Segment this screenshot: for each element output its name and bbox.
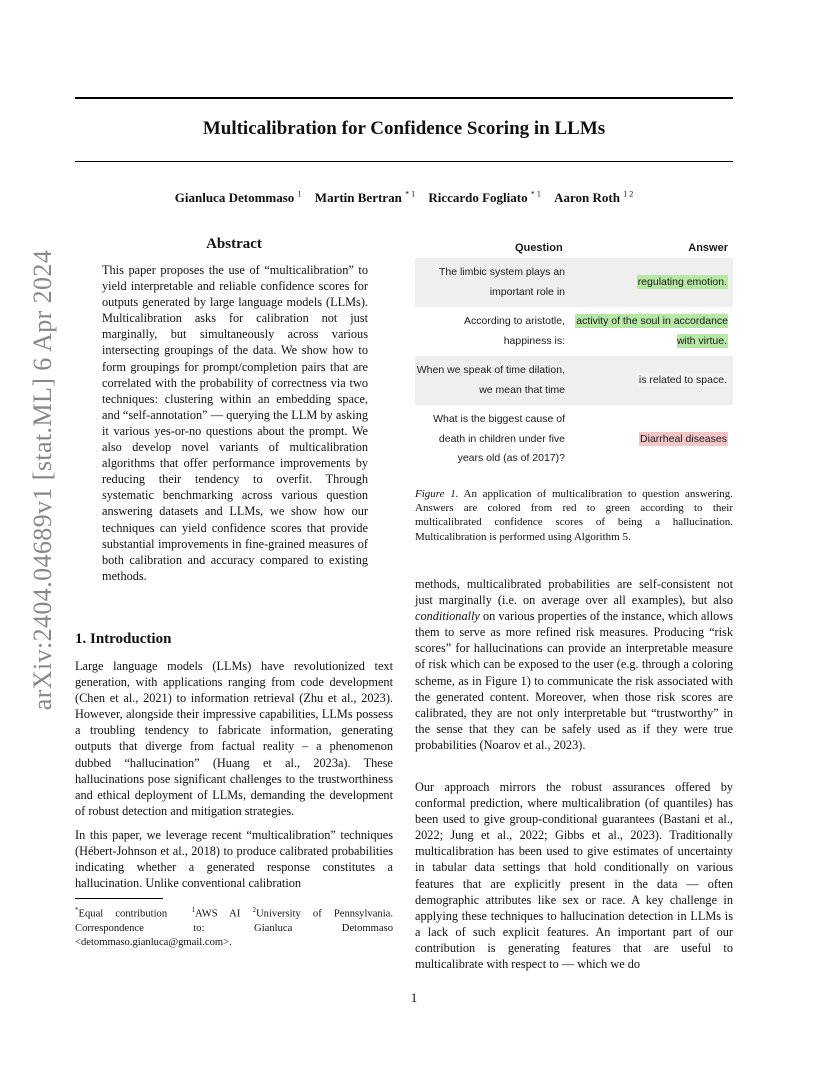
answer-cell: [565, 430, 733, 450]
author-list: [75, 190, 733, 206]
answer-cell: [565, 371, 733, 391]
author-name: Riccardo Fogliato: [428, 190, 528, 206]
author: [315, 190, 415, 205]
intro-paragraph-2: In this paper, we leverage recent “multicalibration” techniques (Hébert-Johnson et al., 2018) to produce calibrated probabilities indicating whether a generated response constitutes a hallucination. Unlike conventional calibration: [75, 828, 393, 891]
question-column-header: Question: [515, 242, 563, 254]
figure-1: [415, 240, 733, 474]
author-affiliation: * 1: [405, 190, 416, 199]
footnote-affiliation-upenn: University of Pennsylvania.: [256, 908, 394, 920]
author: [428, 190, 541, 205]
answer-highlight: regulating emotion.: [637, 275, 727, 288]
intro-paragraph-1: Large language models (LLMs) have revolutionized text generation, with applications ranging from code development (Chen et al., 2021) to information retrieval (Zhu et al., 2023). However, alongside their impressive capabilities, LLMs possess a troubling tendency to fabricate information, generating outputs that diverge from factual reality – a phenomenon dubbed “hallucination” (Huang et al., 2023a). These hallucinations pose significant challenges to the trustworthiness and ethical deployment of LLMs, demanding the development of robust detection and mitigation strategies.: [75, 659, 393, 818]
question-text: According to aristotle, happiness is:: [464, 315, 565, 347]
answer-highlight: activity of the soul in accordance with virtue.: [576, 315, 728, 347]
arxiv-side-stamp: arXiv:2404.04689v1 [stat.ML] 6 Apr 2024: [28, 249, 57, 711]
author-affiliation: 1: [297, 190, 302, 199]
answer-cell: [565, 312, 733, 351]
abstract-body: This paper proposes the use of “multicalibration” to yield interpretable and reliable confidence scores for outputs generated by large language models (LLMs). Multicalibration asks for calibration not just marginally, but simultaneously across various intersecting groupings of the data. We show how to form groupings for prompt/completion pairs that are correlated with the probability of correctness via two techniques: clustering within an embedding space, and “self-annotation” — querying the LLM by asking it various yes-or-no questions about the prompt. We also develop novel variants of multicalibration algorithms that offer performance improvements by reducing their tendency to overfit. Through systematic benchmarking across various question answering datasets and LLMs, we show how our techniques can yield confidence scores that provide substantial improvements in fine-grained measures of both calibration and accuracy compared to existing methods.: [102, 263, 368, 583]
answer-cell: [565, 273, 733, 293]
question-text: What is the biggest cause of death in children under five years old (as of 2017)?: [433, 413, 565, 464]
figure-caption: [415, 487, 733, 544]
page-number: 1: [410, 990, 418, 1005]
figure-row: [415, 405, 733, 474]
figure-row: [415, 307, 733, 356]
question-text: When we speak of time dilation, we mean that time: [416, 364, 565, 396]
author: [554, 190, 633, 205]
section-heading-introduction: 1. Introduction: [75, 631, 172, 647]
footnote-mark: 1: [191, 906, 195, 914]
answer-highlight: Diarrheal diseases: [640, 432, 727, 445]
figure-caption-text: An application of multicalibration to question answering. Answers are colored from red to green according to their multicalibrated confidence scores of being a hallucination. Multicalibration is performed using Algorithm 5.: [415, 488, 734, 543]
footnote-mark: 2: [252, 906, 257, 914]
author-affiliation: * 1: [530, 190, 541, 199]
footnote-equal-contribution: Equal contribution: [78, 908, 168, 920]
author: [175, 190, 302, 205]
footnote: [75, 903, 393, 950]
footnote-correspondence: Correspondence to: Gianluca Detommaso <detommaso.gianluca@gmail.com>.: [75, 922, 393, 948]
title-rule-bottom: [75, 161, 733, 162]
right-paragraph-1: [415, 576, 733, 753]
abstract-heading: Abstract: [206, 236, 262, 252]
footnote-rule: [75, 898, 163, 899]
figure-row: [415, 356, 733, 405]
figure-header-row: [415, 240, 733, 258]
right-paragraph-2: Our approach mirrors the robust assurances offered by conformal prediction, where multicalibration (of quantiles) has been used to give group-conditional guarantees (Bastani et al., 2022; Jung et al., 2022; Gibbs et al., 2023). Traditionally multicalibration has been used to give estimates of uncertainty in tabular data settings that hold conditionally on various features that are explicitly present in the data — often demographic attributes like sex or race. A key challenge in applying these techniques to hallucination detection in LLMs is a lack of such explicit features. An important part of our contribution is generating features that are useful to multicalibrate with respect to — which we do: [415, 780, 733, 972]
figure-caption-label: Figure 1.: [415, 488, 459, 500]
answer-highlight: is related to space.: [638, 373, 727, 386]
footnote-mark: *: [75, 906, 79, 914]
emphasized-word: conditionally: [415, 609, 480, 624]
paper-title: Multicalibration for Confidence Scoring in LLMs: [202, 118, 606, 139]
top-rule-thick: [75, 97, 733, 99]
author-affiliation: 1 2: [623, 190, 634, 199]
author-name: Aaron Roth: [554, 190, 620, 206]
author-name: Gianluca Detommaso: [174, 190, 295, 206]
answer-column-header: Answer: [688, 242, 728, 254]
paragraph-text: methods, multicalibrated probabilities are self-consistent not just marginally (i.e. on average over all examples), but also: [415, 577, 733, 608]
footnote-affiliation-aws: AWS AI: [194, 908, 241, 920]
figure-row: [415, 258, 733, 307]
question-text: The limbic system plays an important role in: [438, 266, 565, 298]
author-name: Martin Bertran: [314, 190, 402, 206]
paragraph-text: on various properties of the instance, which allows them to serve as more refined risk measures. Producing “risk scores” for hallucinations can provide an interpretable measure of risk which can be exposed to the user (e.g. through a coloring scheme, as in Figure 1) to communicate the risk associated with the generated content. Moreover, when those risk scores are calibrated, they are not only interpretable but “trustworthy” in the sense that they can be safely used as if they were true probabilities (Noarov et al., 2023).: [415, 609, 733, 752]
